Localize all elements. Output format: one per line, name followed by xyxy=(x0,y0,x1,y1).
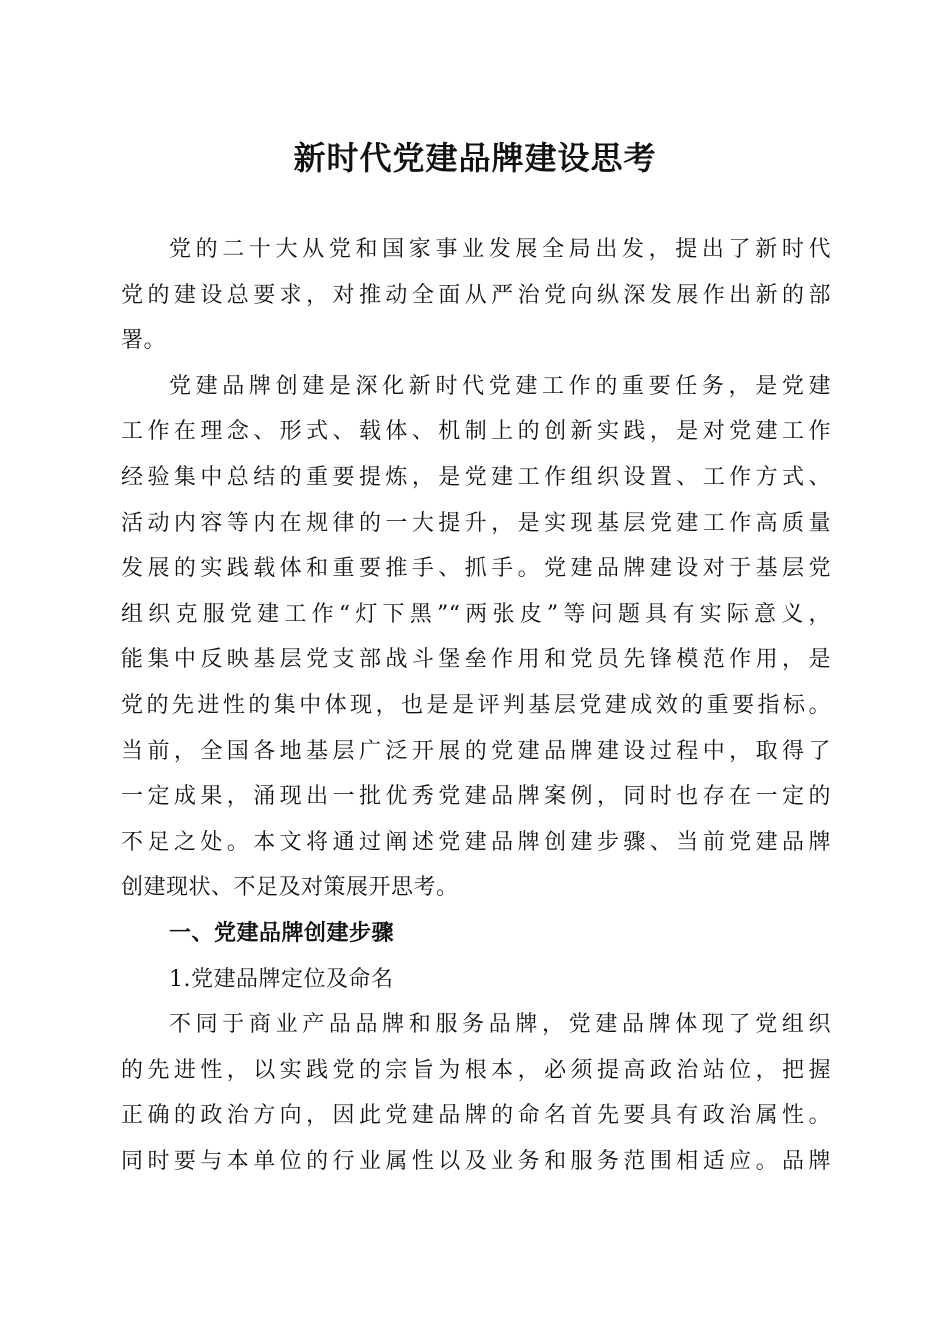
paragraph-line: 活动内容等内在规律的一大提升，是实现基层党建工作高质量 xyxy=(121,510,831,536)
paragraph-line: 组织克服党建工作“灯下黑”“两张皮”等问题具有实际意义， xyxy=(121,601,831,627)
paragraph-line: 不足之处。本文将通过阐述党建品牌创建步骤、当前党建品牌 xyxy=(121,829,831,855)
document-body xyxy=(121,227,831,1184)
paragraph-line: 当前，全国各地基层广泛开展的党建品牌建设过程中，取得了 xyxy=(121,738,831,764)
paragraph-line: 不同于商业产品品牌和服务品牌，党建品牌体现了党组织 xyxy=(169,1012,831,1038)
paragraph-line: 署。 xyxy=(121,328,167,354)
paragraph-line: 发展的实践载体和重要推手、抓手。党建品牌建设对于基层党 xyxy=(121,556,831,582)
paragraph-line: 同时要与本单位的行业属性以及业务和服务范围相适应。品牌 xyxy=(121,1148,831,1174)
paragraph-line: 党建品牌创建是深化新时代党建工作的重要任务，是党建 xyxy=(169,373,831,399)
paragraph-line: 工作在理念、形式、载体、机制上的创新实践，是对党建工作 xyxy=(121,419,831,445)
section-heading: 一、党建品牌创建步骤 xyxy=(169,920,395,946)
paragraph-line: 正确的政治方向，因此党建品牌的命名首先要具有政治属性。 xyxy=(121,1103,831,1129)
paragraph-line: 党的建设总要求，对推动全面从严治党向纵深发展作出新的部 xyxy=(121,282,831,308)
paragraph-line: 党的二十大从党和国家事业发展全局出发，提出了新时代 xyxy=(169,237,831,262)
document-title: 新时代党建品牌建设思考 xyxy=(293,139,657,177)
paragraph-line: 经验集中总结的重要提炼，是党建工作组织设置、工作方式、 xyxy=(121,464,831,490)
paragraph-line: 党的先进性的集中体现，也是是评判基层党建成效的重要指标。 xyxy=(121,692,831,718)
paragraph-line: 创建现状、不足及对策展开思考。 xyxy=(121,875,459,901)
paragraph-line: 的先进性，以实践党的宗旨为根本，必须提高政治站位，把握 xyxy=(121,1057,831,1083)
paragraph-line: 一定成果，涌现出一批优秀党建品牌案例，同时也存在一定的 xyxy=(121,784,831,810)
subsection-heading: 1.党建品牌定位及命名 xyxy=(169,966,394,992)
paragraph-line: 能集中反映基层党支部战斗堡垒作用和党员先锋模范作用，是 xyxy=(121,647,831,673)
